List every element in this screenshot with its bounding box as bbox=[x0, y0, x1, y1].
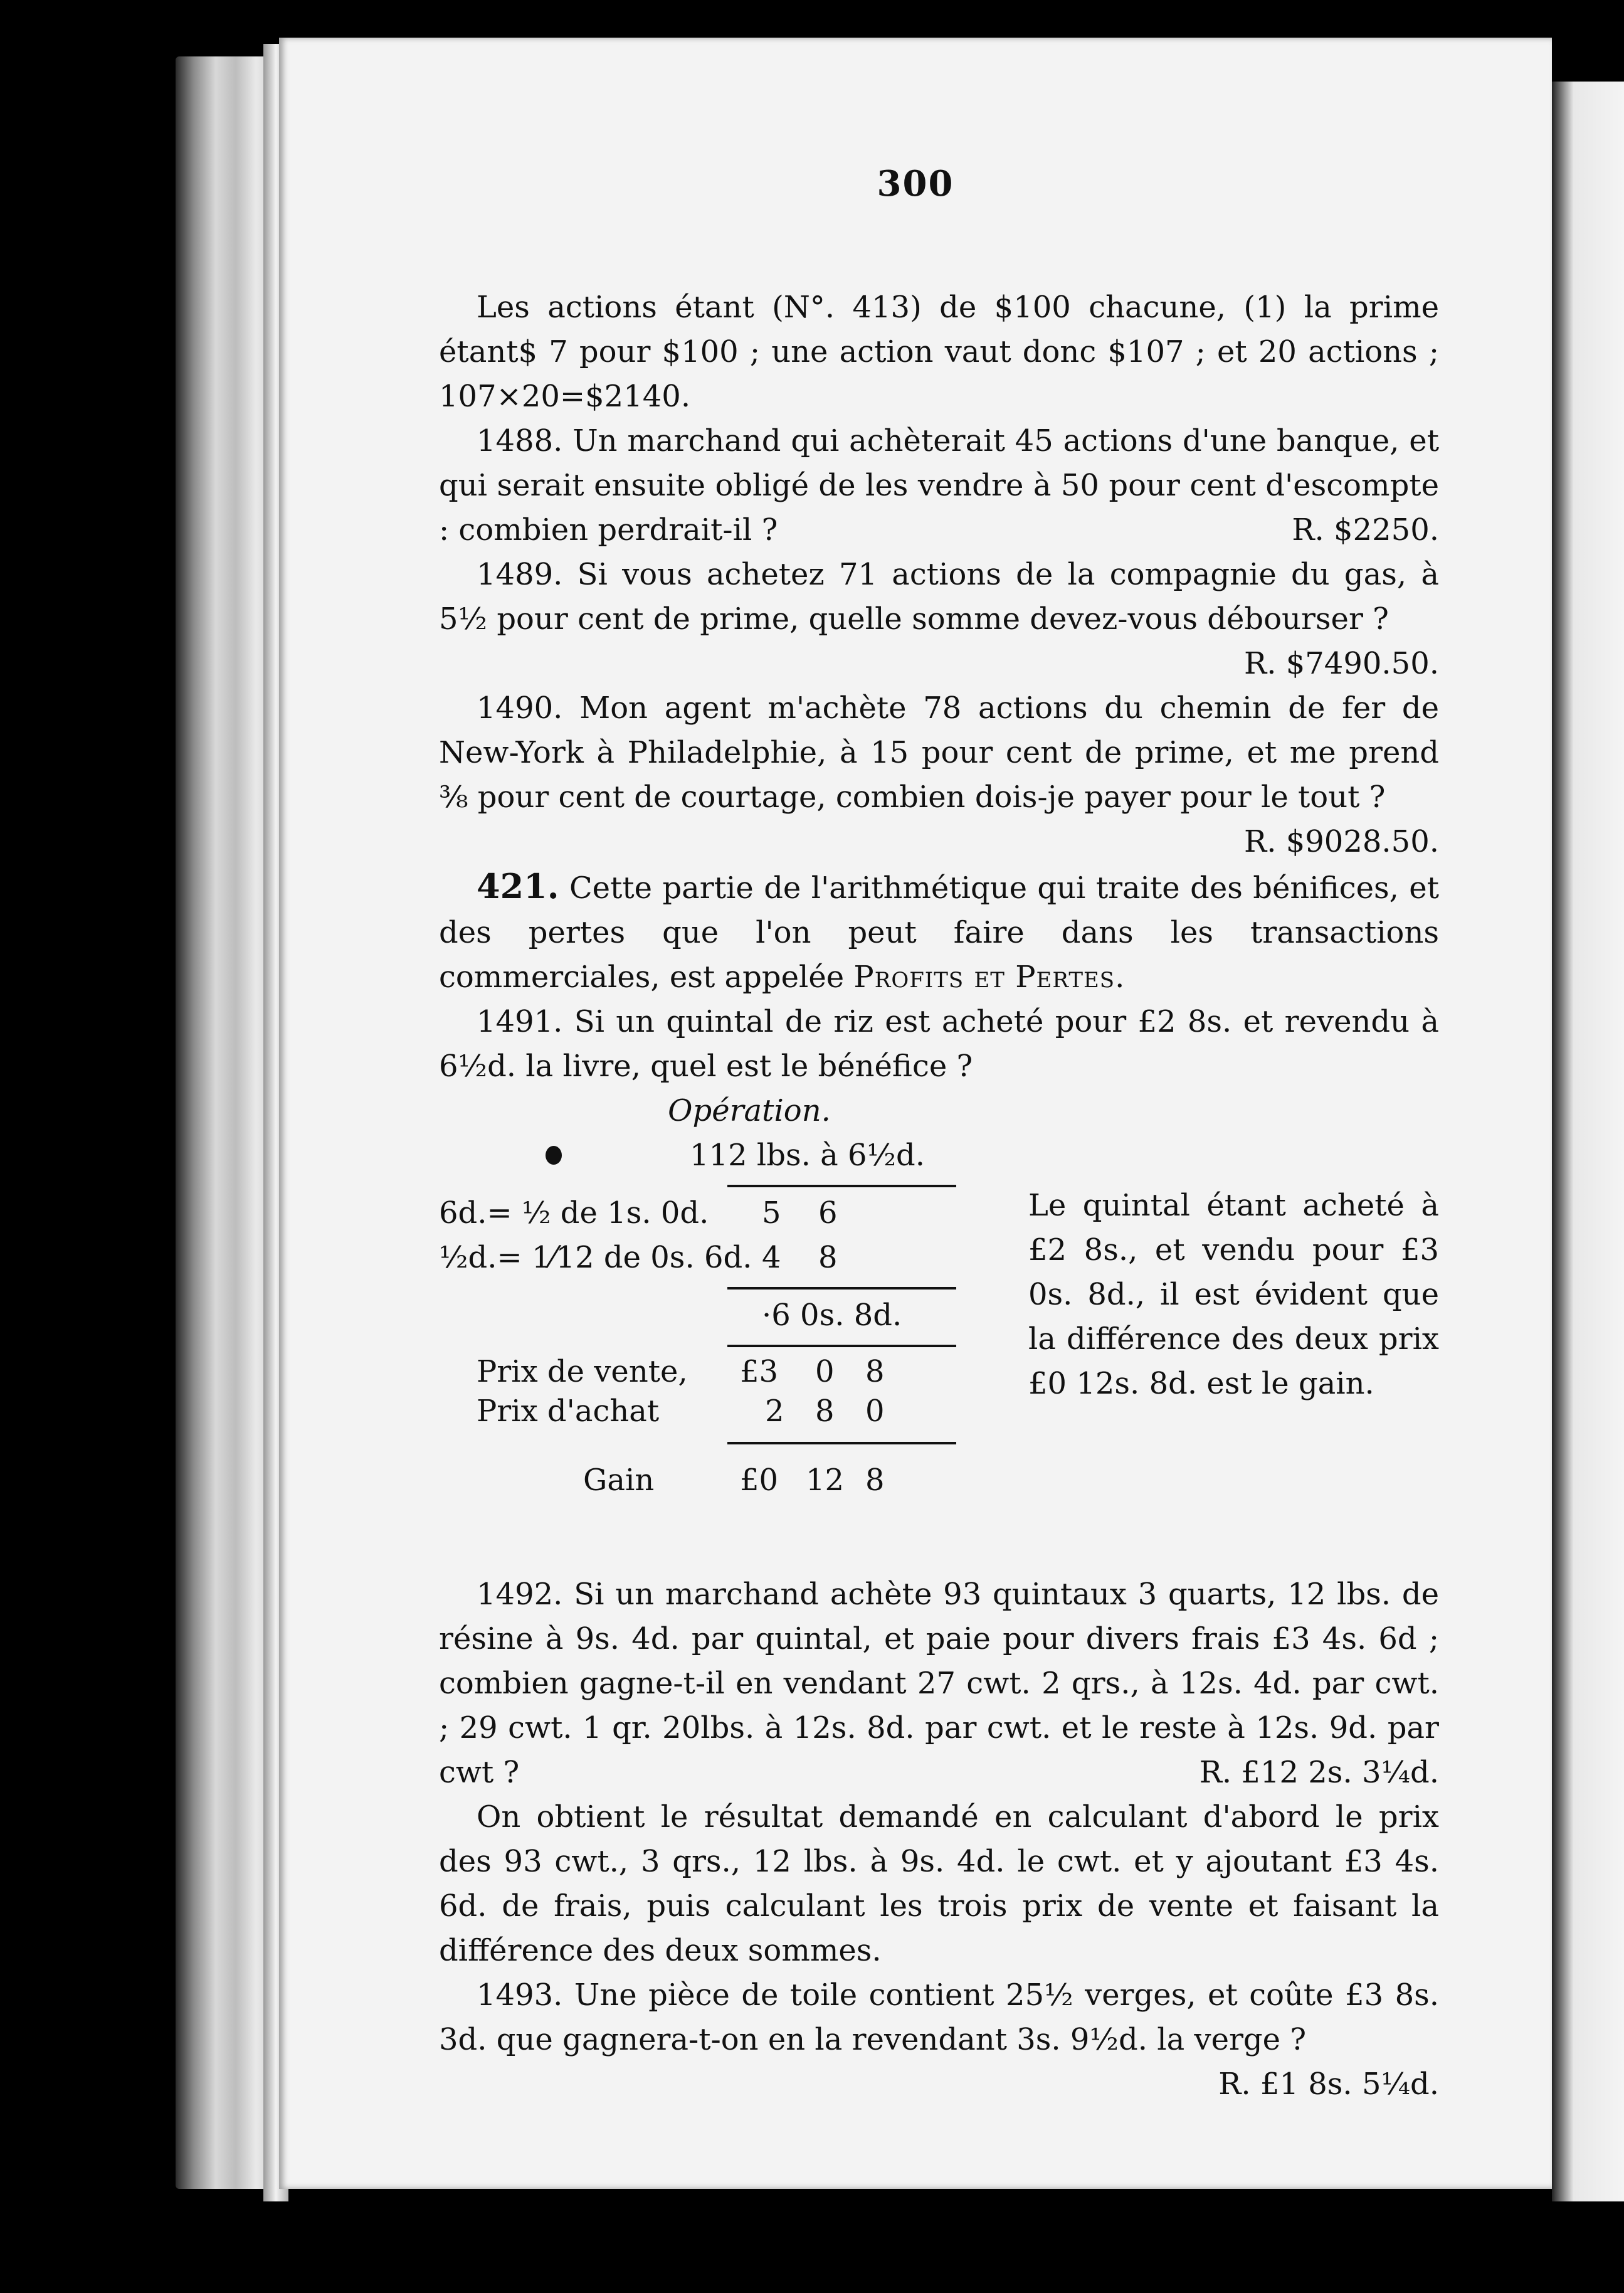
op-r1-label: 6d.= ½ de 1s. 0d. bbox=[439, 1195, 709, 1231]
ink-dot bbox=[546, 1146, 562, 1165]
rule-3 bbox=[727, 1345, 956, 1347]
text-top bbox=[439, 285, 1439, 2107]
op-r1-b: 6 bbox=[818, 1195, 838, 1231]
intro-paragraph: Les actions étant (N°. 413) de $100 chacune, (1) la prime étant$ 7 pour $100 ; une action vaut donc $107 ; et 20 actions ; 107×20=$2140. bbox=[439, 290, 1439, 414]
op-vente-b: 0 bbox=[815, 1354, 835, 1389]
rule-1 bbox=[727, 1185, 956, 1187]
op-achat-c: 0 bbox=[865, 1394, 885, 1429]
problem-1489-answer: R. $7490.50. bbox=[1244, 646, 1439, 681]
op-r2-b: 8 bbox=[818, 1240, 838, 1275]
op-r2-a: 4 bbox=[762, 1240, 781, 1275]
problem-1488 bbox=[439, 419, 1439, 553]
section-number: 421. bbox=[477, 866, 559, 906]
problem-1488-text: 1488. Un marchand qui achèterait 45 actions d'une banque, et qui serait ensuite obligé de les vendre à 50 pour cent d'escompte : combien perdrait-il ? bbox=[439, 423, 1439, 548]
page-number: 300 bbox=[877, 163, 954, 204]
op-achat-label: Prix d'achat bbox=[477, 1394, 660, 1429]
op-r2-label: ½d.= 1⁄12 de 0s. 6d. bbox=[439, 1240, 752, 1275]
problem-1489: 1489. Si vous achetez 71 actions de la compagnie du gas, à 5½ pour cent de prime, quelle somme devez-vous débourser ? bbox=[439, 557, 1439, 637]
op-gain-a: £0 bbox=[740, 1463, 779, 1498]
problem-1488-answer: R. $2250. bbox=[1292, 512, 1439, 548]
op-achat-a: 2 bbox=[765, 1394, 784, 1429]
section-term: Profits et Pertes bbox=[853, 960, 1115, 995]
problem-1493-answer: R. £1 8s. 5¼d. bbox=[1218, 2067, 1439, 2102]
operation-title: Opération. bbox=[668, 1093, 831, 1128]
problem-1493: 1493. Une pièce de toile contient 25½ verges, et coûte £3 8s. 3d. que gagnera-t-on en la revendant 3s. 9½d. la verge ? bbox=[439, 1978, 1439, 2057]
op-vente-c: 8 bbox=[865, 1354, 885, 1389]
op-gain-label: Gain bbox=[583, 1463, 655, 1498]
problem-1492 bbox=[439, 1572, 1439, 1795]
problem-1492-answer: R. £12 2s. 3¼d. bbox=[1199, 1755, 1439, 1790]
explanation-1492: On obtient le résultat demandé en calculant d'abord le prix des 93 cwt., 3 qrs., 12 lbs. à 9s. 4d. le cwt. et y ajoutant £3 4s. 6d. de frais, puis calculant les trois prix de vente et faisant la différence des deux sommes. bbox=[439, 1799, 1439, 1968]
op-vente-a: £3 bbox=[740, 1354, 779, 1389]
rule-2 bbox=[727, 1287, 956, 1289]
op-vente-label: Prix de vente, bbox=[477, 1354, 688, 1389]
problem-1492-text: 1492. Si un marchand achète 93 quintaux 3 quarts, 12 lbs. de résine à 9s. 4d. par quintal, et paie pour divers frais £3 4s. 6d ; combien gagne-t-il en vendant 27 cwt. 2 qrs., à 12s. 4d. par cwt. ; 29 cwt. 1 qr. 20lbs. à 12s. 8d. par cwt. et le reste à 12s. 9d. par cwt ? bbox=[439, 1577, 1439, 1790]
op-r1-a: 5 bbox=[762, 1195, 781, 1231]
section-text-end: . bbox=[1115, 960, 1125, 995]
op-sum: ·6 0s. 8d. bbox=[762, 1298, 902, 1333]
book-edge-left bbox=[176, 56, 276, 2189]
problem-1490: 1490. Mon agent m'achète 78 actions du chemin de fer de New-York à Philadelphie, à 15 pour cent de prime, et me prend ⅜ pour cent de courtage, combien dois-je payer pour le tout ? bbox=[439, 691, 1439, 815]
operation-block bbox=[439, 1133, 1439, 1572]
section-421 bbox=[439, 864, 1439, 1000]
next-page-edge bbox=[1552, 82, 1624, 2201]
problem-1490-answer: R. $9028.50. bbox=[1244, 824, 1439, 859]
op-gain-c: 8 bbox=[865, 1463, 885, 1498]
book-page bbox=[279, 38, 1552, 2189]
section-text: Cette partie de l'arithmétique qui traite des bénifices, et des pertes que l'on peut faire dans les transactions commerciales, est appelée bbox=[439, 871, 1439, 995]
problem-1491: 1491. Si un quintal de riz est acheté pour £2 8s. et revendu à 6½d. la livre, quel est le bénéfice ? bbox=[439, 1004, 1439, 1084]
operation-explanation: Le quintal étant acheté à £2 8s., et vendu pour £3 0s. 8d., il est évident que la différence des deux prix £0 12s. 8d. est le gain. bbox=[1028, 1188, 1439, 1401]
rule-4 bbox=[727, 1442, 956, 1444]
op-line1: 112 lbs. à 6½d. bbox=[690, 1138, 925, 1173]
op-gain-b: 12 bbox=[806, 1463, 845, 1498]
op-achat-b: 8 bbox=[815, 1394, 835, 1429]
